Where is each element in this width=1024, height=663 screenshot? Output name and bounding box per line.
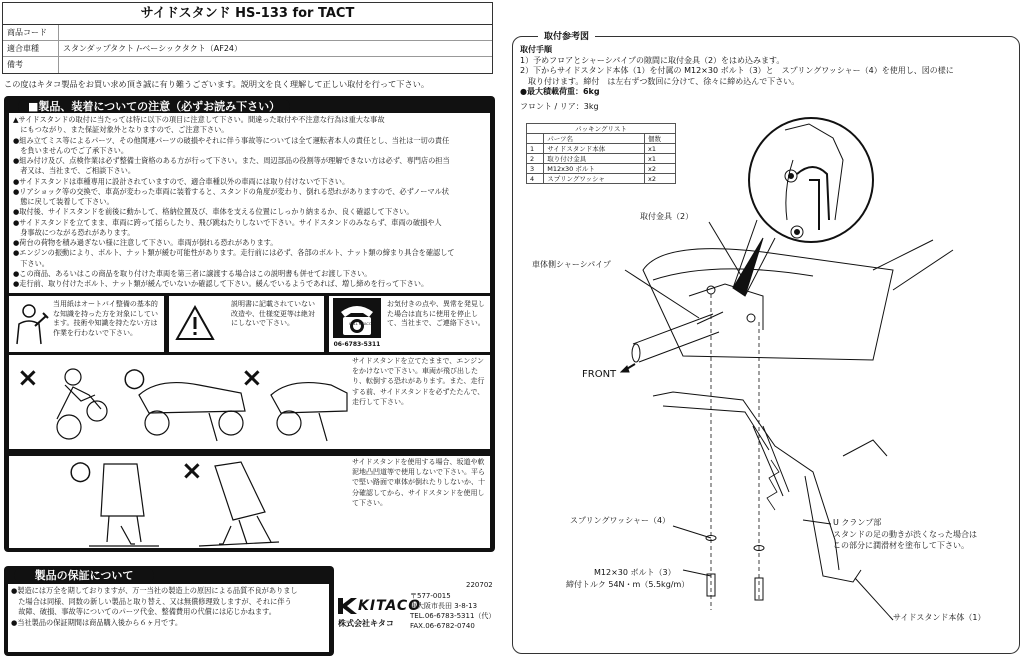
packing-cell: x2 [644,164,675,174]
warranty-heading: 製品の保証について [14,568,154,583]
warranty-line: ●製造には万全を期しておりますが、万一当社の製造上の原因による品質不良がありまし [11,586,298,595]
caution-line: ●取付後、サイドスタンドを前後に動かして、格納位置及び、車体を支える位置にしっかり納まるか、良く確認して下さい。 [13,207,414,217]
install-step: 2）下からサイドスタンド本体（1）を付属の M12×30 ボルト（3）と スプリングワッシャー（4）を使用し、図の様に [520,66,954,75]
packing-cell: 3 [527,164,544,174]
caution-line: ▲サイドスタンドの取付に当たっては特に以下の項目に注意して下さい。間違った取付や不注意な行為は重大な事故 [13,115,385,124]
label-bracket: 取付金具（2） [640,212,694,221]
label-chassis-pipe: 車体側シャーシパイプ [532,260,611,269]
address-zip: 〒577-0015 [410,592,451,600]
address-tel: TEL.06-6783-5311（代） [410,612,496,620]
notice-modify-text: 説明書に記載されていない改造や、仕様変更等は絶対にしないで下さい。 [231,300,315,327]
notice-contact [329,296,490,352]
packing-header-name: パーツ名 [544,134,645,144]
stand-ground-illustrations [9,456,349,548]
packing-list-title: パッキングリスト [527,124,676,134]
packing-cell: 1 [527,144,544,154]
header-row-code [3,25,492,41]
packing-cell: x2 [644,174,675,184]
caution-line: 態に戻して装着して下さい。 [13,197,114,206]
header-label-notes: 備考 [3,57,59,73]
notice-contact-text: お気付きの点や、異常を発見した場合は直ちに使用を停止して、当社まで、ご連絡下さい。 [387,300,485,327]
caution-heading: ■製品、装着についての注意（必ずお読み下さい） [18,99,290,114]
install-title: 取付参考図 [538,29,595,42]
notice-modify [169,296,324,352]
kitaco-logo-icon [336,596,358,616]
install-step: 取り付けます。締付 は左右ずつ数回に分けて、徐々に締め込んで下さい。 [520,76,800,86]
label-torque: 締付トルク 54N・m（5.5kg/m） [566,580,690,589]
company-name: 株式会社キタコ [338,619,394,628]
contact-phone: 06-6783-5311 [333,341,381,348]
ng-mark-3: × [181,456,203,486]
warranty-line: た場合は同様、同数の新しい製品と取り替え、又は無償修理致しますが、それに伴う [11,596,292,606]
caution-line: ●組み付け及び、点検作業は必ず整備士資格のある方が行って下さい。また、周辺部品の役割等が理解できない方は必ず、専門店の担当 [13,156,450,165]
label-u-clamp-note-2: この部分に潤滑材を塗布して下さい。 [833,541,969,550]
notice-skill-text: 当用紙はオートバイ整備の基本的な知識を持った方を対象にしています。技術や知識を持たない方は作業を行わないで下さい。 [53,300,158,337]
warranty-line: ●当社製品の保証期間は商品購入後から６ヶ月です。 [11,617,183,627]
notice-skill [9,296,164,352]
label-stand-body: サイドスタンド本体（1） [893,613,986,622]
scooter-stand-illustrations [9,355,349,449]
caution-line: にもつながり、また保証対象外となりますので、ご注意下さい。 [13,125,229,135]
caution-line: ●走行前、取り付けたボルト、ナット類が緩んでいないか確認して下さい。緩んでいるようであれば、増し締めを行って下さい。 [13,279,429,288]
ok-mark-2: ○ [69,456,92,486]
ng-mark-2: × [241,363,263,393]
company-address [410,591,495,631]
packing-cell: サイドスタンド本体 [544,144,645,154]
caution-line: ●この商品、あるいはこの商品を取り付けた車両を第三者に譲渡する場合はこの説明書も併せてお渡し下さい。 [13,268,372,278]
install-step: 1）予めフロアとシャーシパイプの隙間に取付金具（2）をはめ込みます。 [520,55,785,65]
header-row-model [3,41,492,57]
label-front: FRONT [582,369,617,380]
kitaco-logo: KITACO [358,598,422,614]
warning-icon [175,304,215,342]
caution-line: ●サイドスタンドは車種専用に設計されていますので、適合車種以外の車両には取り付けないで下さい。 [13,176,350,186]
install-steps-heading: 取付手順 [520,45,552,54]
packing-cell: x1 [644,144,675,154]
mechanic-icon [13,302,49,346]
warranty-text [8,584,329,652]
product-title: サイドスタンド HS-133 for TACT [3,3,492,25]
panel-ground-illustration [9,456,349,548]
caution-line: ●サイドスタンドを立てまま、車両に跨って揺らしたり、飛び跳ねたりしないで下さい。サイドスタンドのみならず、車両の破損や人 [13,217,442,227]
intro-text: この度はキタコ製品をお買い求め頂き誠に有り難うございます。説明文を良く理解して正しい取付を行って下さい。 [4,79,430,89]
packing-header-qty: 個数 [644,134,675,144]
call-kitaco-label: CALL KITACO [349,322,372,326]
address-fax: FAX.06-6782-0740 [410,622,475,630]
packing-cell: 2 [527,154,544,164]
label-u-clamp-note-1: スタンドの足の動きが渋くなった場合は [833,530,977,539]
packing-cell: 取り付け金具 [544,154,645,164]
address-street: 東大阪市長田 3-8-13 [410,602,478,610]
caution-line: 下さい。 [13,258,49,268]
header-label-code: 商品コード [3,25,59,40]
label-bolt: M12×30 ボルト（3） [594,568,676,577]
header-value-model: スタンダップタクト /-ベーシックタクト（AF24） [63,44,243,53]
caution-line: ●組み立てミス等によるパーツ、その他関連パーツの破損やそれに伴う事故等については全て運転者本人の責任とし、当社は一切の責任 [13,135,450,145]
label-u-clamp: U クランプ部 [833,518,882,527]
phone-icon [333,298,381,338]
header-row-notes [3,57,492,73]
packing-cell: 4 [527,174,544,184]
max-load: ●最大積載荷重：6kg [520,87,600,96]
packing-cell: スプリングワッシャ [544,174,645,184]
header-label-model: 適合車種 [3,41,59,56]
product-header-table [2,2,493,74]
panel-ground-text: サイドスタンドを使用する場合、坂道や軟泥地凸凹道等で使用しないで下さい。平らで堅い路面で車体が倒れたりしないか、十分確認してから、サイドスタンドを使用して下さい。 [349,456,490,548]
ng-mark-1: × [17,363,39,393]
caution-line: 身事故につながる恐れがあります。 [13,227,135,237]
warranty-line: 故障、破損、事故等についてのパーツ代金、整備費用の代償には応じかねます。 [11,607,276,616]
load-front-rear: フロント / リア：3kg [520,101,599,111]
caution-line: 者又は、当社まで、ご相談下さい。 [13,166,136,176]
caution-list [9,113,490,293]
packing-cell: M12x30 ボルト [544,164,645,174]
panel-engine-illustration [9,355,349,449]
packing-cell: x1 [644,154,675,164]
ok-mark-1: ○ [123,363,146,393]
caution-line: ●エンジンの振動により、ボルト、ナット類が緩む可能性があります。走行前には必ず、各部のボルト、ナット類の締まり具合を確認して [13,248,455,258]
label-spring-washer: スプリングワッシャー（4） [570,516,671,525]
caution-line: ●荷台の荷物を積み過ぎない様に注意して下さい。車両が倒れる恐れがあります。 [13,238,278,247]
document-code: 220702 [466,581,493,589]
caution-line: ●リアショック等の交換で、車高が変わった車両に装着すると、スタンドの角度が変わり、倒れる恐れがありますので、必ずノーマル状 [13,186,449,196]
panel-engine-text: サイドスタンドを立てたままで、エンジンをかけないで下さい。車両が飛び出したり、転倒する恐れがあります。また、走行する前、サイドスタンドを必ずたたんで、走行して下さい。 [349,355,490,449]
caution-line: を負いませんのでご了承下さい。 [13,145,129,155]
